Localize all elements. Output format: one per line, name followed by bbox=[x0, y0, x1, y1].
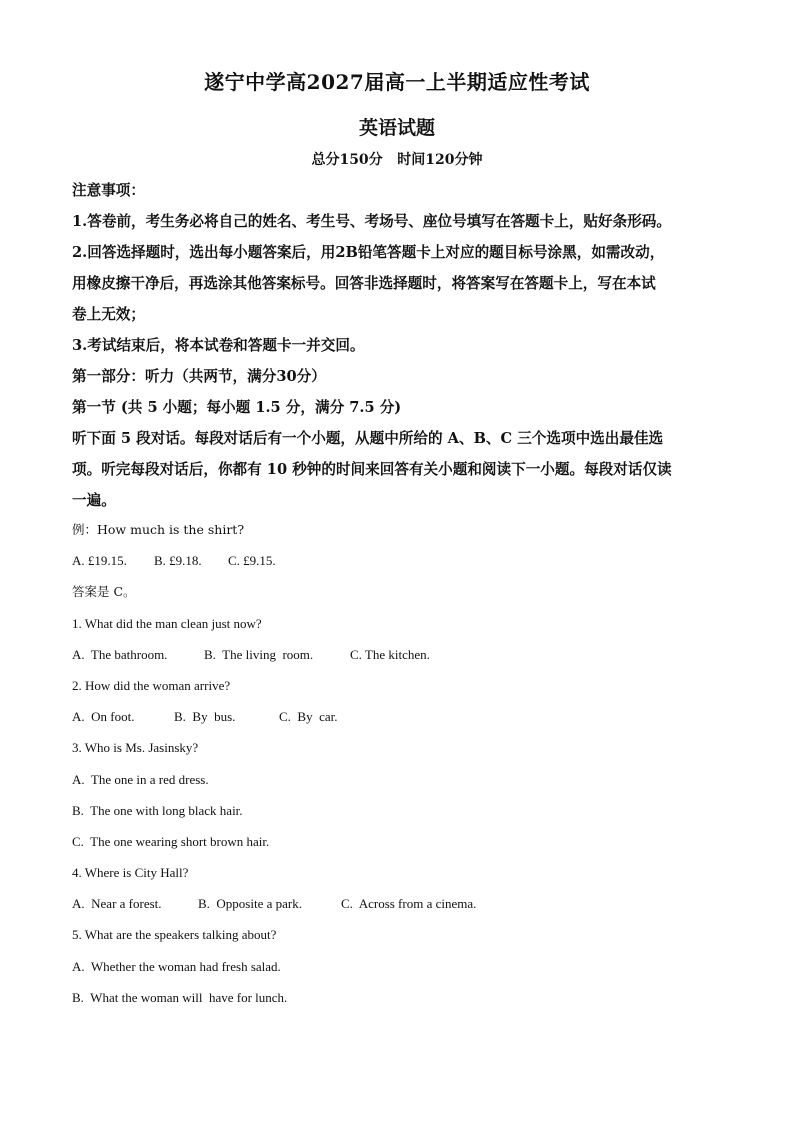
question-3-option-b: B. The one with long black hair. bbox=[72, 802, 243, 818]
question-3-option-c: C. The one wearing short brown hair. bbox=[72, 833, 270, 849]
notice-item: 卷上无效； bbox=[72, 306, 145, 323]
section-instructions: 一遍。 bbox=[72, 492, 116, 509]
notice-item: 用橡皮擦干净后，再选涂其他答案标号。回答非选择题时，将答案写在答题卡上，写在本试 bbox=[72, 275, 656, 292]
part1-heading: 第一部分：听力（共两节，满分30分） bbox=[72, 368, 326, 385]
question-3-option-a: A. The one in a red dress. bbox=[72, 771, 209, 787]
example-answer: 答案是 C。 bbox=[72, 584, 136, 600]
question-4-options bbox=[72, 895, 732, 926]
section-instructions: 听下面 5 段对话。每段对话后有一个小题，从题中所给的 A、B、C 三个选项中选出最佳选 bbox=[72, 430, 664, 447]
question-5-option-a: A. Whether the woman had fresh salad. bbox=[72, 958, 281, 974]
option: C. £9.15. bbox=[228, 553, 276, 569]
notice-item: 3.考试结束后，将本试卷和答题卡一并交回。 bbox=[72, 337, 365, 354]
option: B. By bus. bbox=[174, 709, 236, 725]
example-question: 例：How much is the shirt? bbox=[72, 522, 245, 537]
option: C. By car. bbox=[279, 709, 338, 725]
subject-title: 英语试题 bbox=[358, 117, 435, 139]
option: C. Across from a cinema. bbox=[341, 896, 477, 912]
option: B. The living room. bbox=[204, 646, 314, 662]
score-time-info: 总分150分 时间120分钟 bbox=[311, 152, 483, 168]
section-instructions: 项。听完每段对话后，你都有 10 秒钟的时间来回答有关小题和阅读下一小题。每段对话仅读 bbox=[72, 461, 672, 478]
question-2-options bbox=[72, 708, 732, 739]
question-1: 1. What did the man clean just now? bbox=[72, 615, 262, 631]
option: B. £9.18. bbox=[154, 553, 202, 569]
question-5-option-b: B. What the woman will have for lunch. bbox=[72, 989, 288, 1005]
notice-item: 1.答卷前，考生务必将自己的姓名、考生号、考场号、座位号填写在答题卡上，贴好条形码。 bbox=[72, 213, 671, 230]
option: C. The kitchen. bbox=[350, 646, 430, 662]
notice-item: 2.回答选择题时，选出每小题答案后，用2B铅笔答题卡上对应的题目标号涂黑，如需改动， bbox=[72, 244, 665, 261]
exam-content bbox=[72, 180, 732, 1020]
option: A. The bathroom. bbox=[72, 646, 168, 662]
question-3: 3. Who is Ms. Jasinsky? bbox=[72, 740, 199, 756]
question-5: 5. What are the speakers talking about? bbox=[72, 927, 277, 943]
question-4: 4. Where is City Hall? bbox=[72, 865, 189, 881]
option: A. On foot. bbox=[72, 709, 135, 725]
question-2: 2. How did the woman arrive? bbox=[72, 677, 231, 693]
option: B. Opposite a park. bbox=[198, 896, 302, 912]
notice-heading: 注意事项： bbox=[72, 182, 145, 199]
option: A. £19.15. bbox=[72, 553, 127, 569]
option: A. Near a forest. bbox=[72, 896, 162, 912]
example-options bbox=[72, 552, 732, 583]
question-1-options bbox=[72, 646, 732, 677]
exam-title: 遂宁中学高2027届高一上半期适应性考试 bbox=[204, 70, 590, 94]
section1-heading: 第一节 (共 5 小题；每小题 1.5 分，满分 7.5 分) bbox=[72, 399, 402, 416]
